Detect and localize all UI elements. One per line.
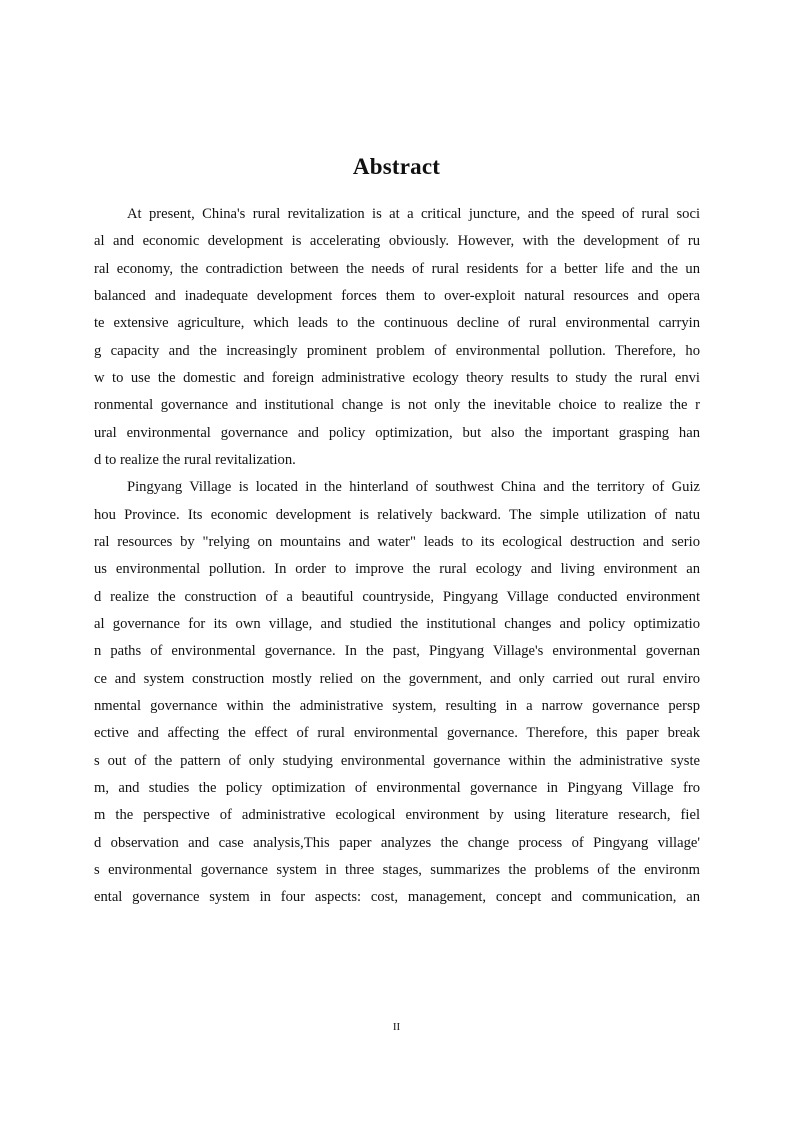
paragraph-1	[94, 201, 700, 474]
text-line: Pingyang Village is located in the hinterland of southwest China and the territory of Guiz	[127, 479, 700, 496]
text-line: balanced and inadequate development forces them to over-exploit natural resources and opera	[94, 287, 700, 304]
text-line: ral resources by "relying on mountains and water" leads to its ecological destruction and serio	[94, 533, 700, 550]
text-line: ce and system construction mostly relied on the government, and only carried out rural enviro	[94, 670, 700, 687]
text-line: ective and affecting the effect of rural environmental governance. Therefore, this paper break	[94, 725, 700, 742]
text-line: w to use the domestic and foreign administrative ecology theory results to study the rural envi	[94, 369, 700, 386]
text-line: s out of the pattern of only studying environmental governance within the administrative syste	[94, 752, 700, 769]
text-line: m, and studies the policy optimization of environmental governance in Pingyang Village fro	[94, 779, 700, 796]
text-line: d observation and case analysis,This paper analyzes the change process of Pingyang village'	[94, 834, 700, 851]
page-number: II	[392, 1021, 401, 1033]
abstract-heading: Abstract	[352, 154, 441, 180]
text-line: ental governance system in four aspects: cost, management, concept and communication, an	[94, 889, 700, 906]
text-line: us environmental pollution. In order to improve the rural ecology and living environment an	[94, 561, 700, 578]
text-line: ronmental governance and institutional change is not only the inevitable choice to realize the r	[94, 397, 700, 414]
text-line: ral economy, the contradiction between the needs of rural residents for a better life and the un	[94, 260, 700, 277]
text-line: al governance for its own village, and studied the institutional changes and policy optimizatio	[94, 615, 700, 632]
text-line: al and economic development is accelerating obviously. However, with the development of ru	[94, 233, 700, 250]
text-line: hou Province. Its economic development is relatively backward. The simple utilization of natu	[94, 506, 700, 523]
paragraph-2	[94, 474, 700, 911]
text-line: d realize the construction of a beautiful countryside, Pingyang Village conducted environment	[94, 588, 700, 605]
text-line: m the perspective of administrative ecological environment by using literature research, fiel	[94, 807, 700, 824]
text-line: g capacity and the increasingly prominent problem of environmental pollution. Therefore, ho	[94, 342, 700, 359]
text-line: s environmental governance system in three stages, summarizes the problems of the environm	[94, 861, 700, 878]
text-line: nmental governance within the administrative system, resulting in a narrow governance persp	[94, 697, 700, 714]
text-line: n paths of environmental governance. In the past, Pingyang Village's environmental governan	[94, 643, 700, 660]
text-line: te extensive agriculture, which leads to the continuous decline of rural environmental carryin	[94, 315, 700, 332]
text-line: d to realize the rural revitalization.	[94, 451, 296, 468]
text-line: ural environmental governance and policy optimization, but also the important grasping han	[94, 424, 700, 441]
abstract-body	[94, 201, 700, 912]
text-line: At present, China's rural revitalization is at a critical juncture, and the speed of rural soci	[127, 206, 700, 222]
